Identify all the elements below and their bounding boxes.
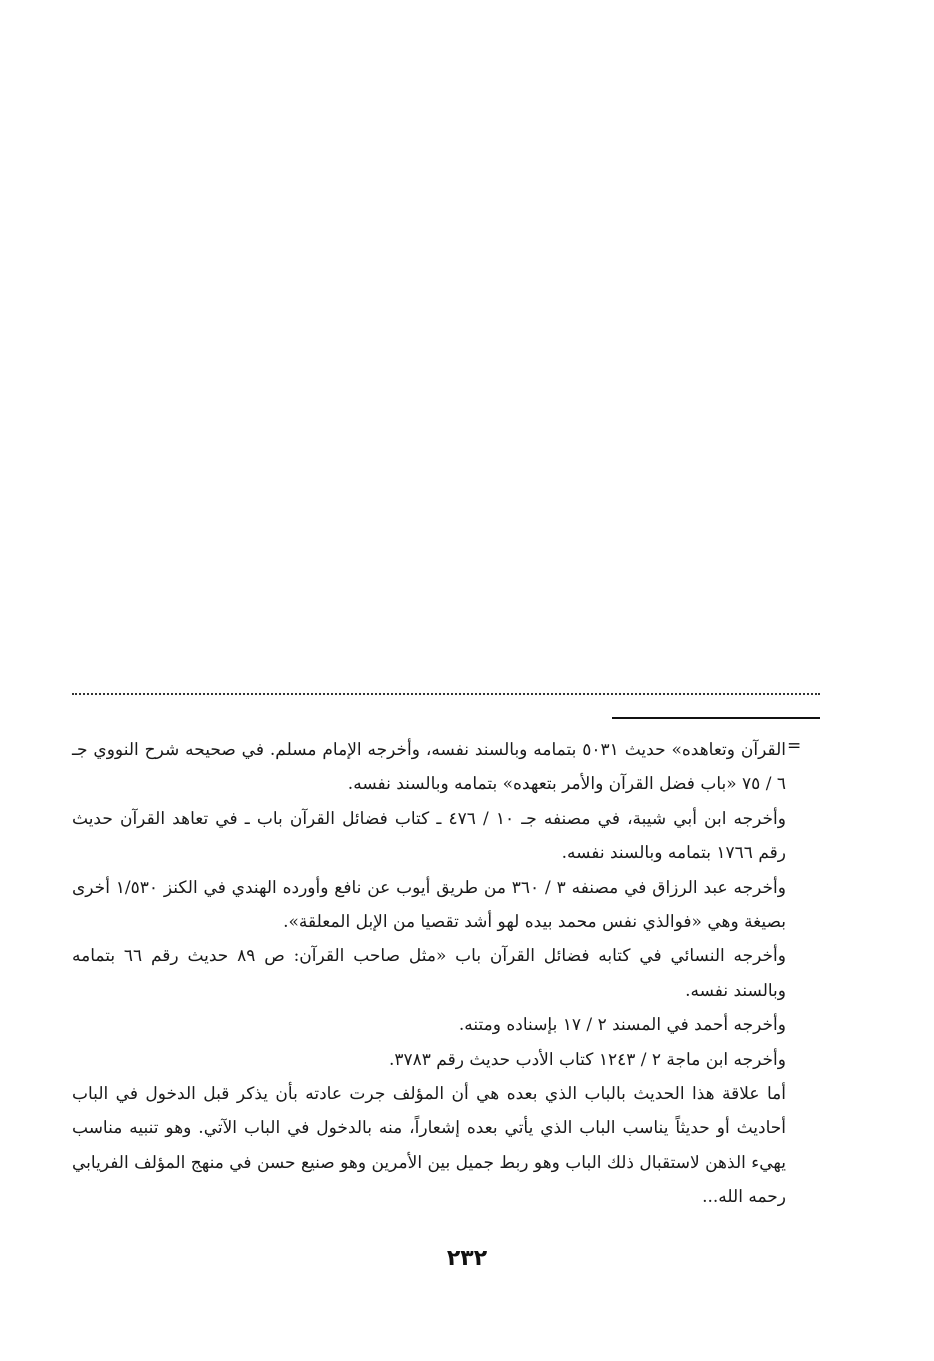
footnote-paragraph-6: وأخرجه ابن ماجة ٢ / ١٢٤٣ كتاب الأدب حديث رقم ٣٧٨٣. xyxy=(388,1049,786,1070)
footnote-paragraph-4: وأخرجه النسائي في كتابه فضائل القرآن باب «مثل صاحب القرآن: ص ٨٩ حديث رقم ٦٦ بتمامه وبالسند نفسه. xyxy=(72,946,786,1001)
footnote-paragraph-5: وأخرجه أحمد في المسند ٢ / ١٧ بإسناده ومتنه. xyxy=(458,1015,786,1036)
page-number: ٢٣٢ xyxy=(446,1246,488,1271)
footnote-paragraph-1: القرآن وتعاهده» حديث ٥٠٣١ بتمامه وبالسند نفسه، وأخرجه الإمام مسلم. في صحيحه شرح النووي جـ ٦ / ٧٥ «باب فضل القرآن والأمر بتعهده» بتمامه وبالسند نفسه. xyxy=(72,740,786,795)
footnote-paragraph-3: وأخرجه عبد الرزاق في مصنفه ٣ / ٣٦٠ من طريق أيوب عن نافع وأورده الهندي في الكنز ١/٥٣٠ أخرى بصيغة وهي «فوالذي نفس محمد بيده لهو أشد تقصيا من الإبل المعلقة». xyxy=(72,877,786,933)
footnote-paragraph-7: أما علاقة هذا الحديث بالباب الذي بعده هي أن المؤلف جرت عادته بأن يذكر قبل الدخول في الباب أحاديث أو حديثاً يناسب الباب الذي يأتي بعده إشعاراً، منه بالدخول في الباب الآتي. وهو تنبيه مناسب يهيء الذهن لاستقبال ذلك الباب وهو ربط جميل بين الأمرين وهو صنيع حسن في منهج المؤلف الفريابي رحمه الله... xyxy=(72,1084,786,1208)
dotted-separator xyxy=(72,693,820,695)
continuation-mark: = xyxy=(787,736,802,756)
footnotes-block xyxy=(72,733,786,1215)
footnote-rule xyxy=(612,717,820,719)
footnote-paragraph-2: وأخرجه ابن أبي شيبة، في مصنفه جـ ١٠ / ٤٧٦ ـ كتاب فضائل القرآن باب ـ في تعاهد القرآن حديث رقم ١٧٦٦ بتمامه وبالسند نفسه. xyxy=(72,808,786,864)
